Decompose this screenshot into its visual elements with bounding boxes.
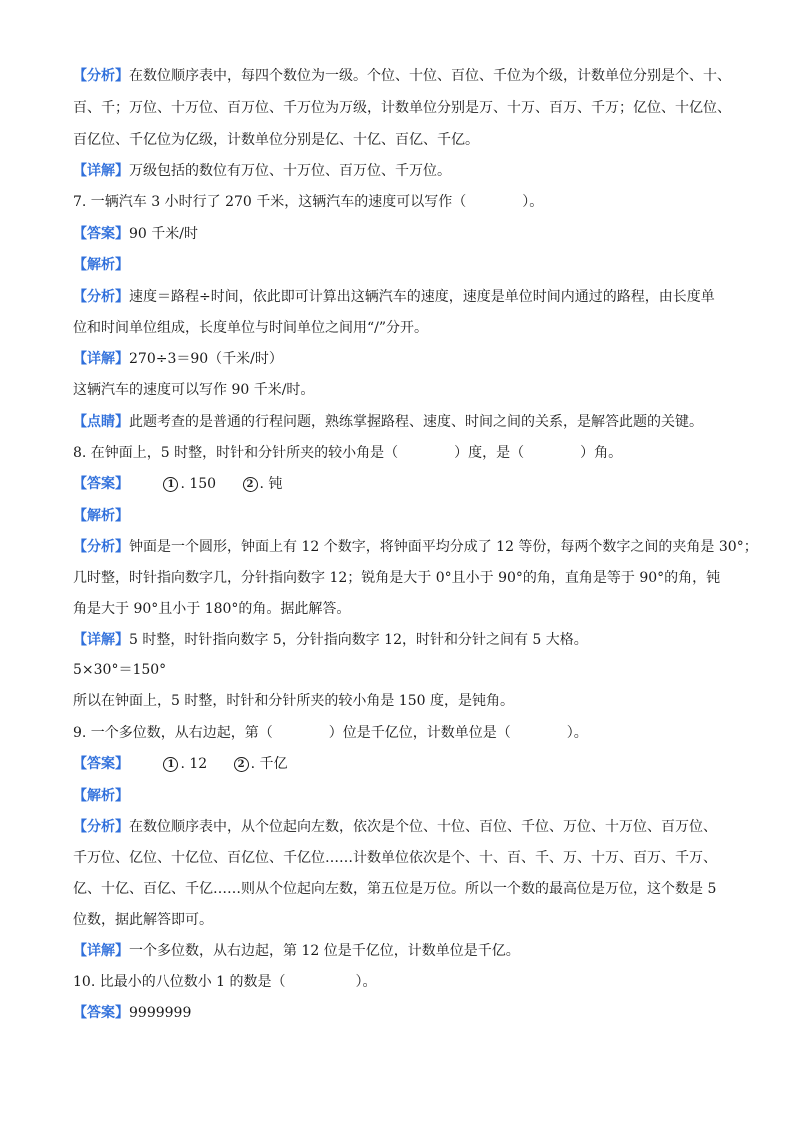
text-line: 百亿位、千亿位为亿级，计数单位分别是亿、十亿、百亿、千亿。 [73, 132, 479, 148]
answer-tag: 【答案】 [73, 226, 129, 242]
detail-tag: 【详解】 [73, 351, 129, 367]
answer-paragraph [73, 224, 733, 244]
text-line: 几时整，时针指向数字几，分针指向数字 12；锐角是大于 0°且小于 90°的角，直角是等于 90°的角，钝 [73, 570, 721, 586]
explanation-tag [73, 255, 733, 275]
text-line: 钟面是一个圆形，钟面上有 12 个数字，将钟面平均分成了 12 等份，每两个数字之间的夹角是 30°； [129, 539, 758, 555]
detail-tag: 【详解】 [73, 943, 129, 959]
detail-paragraph [73, 161, 733, 181]
text-line: 这辆汽车的速度可以写作 90 千米/时。 [73, 382, 315, 398]
explanation-tag-label: 【解析】 [73, 508, 129, 524]
answer-item [234, 754, 288, 774]
text-line: 位和时间单位组成，长度单位与时间单位之间用“/”分开。 [73, 320, 429, 336]
explanation-tag-label: 【解析】 [73, 788, 129, 804]
comment-paragraph [73, 412, 733, 432]
answer-item [163, 474, 216, 494]
detail-tag: 【详解】 [73, 632, 129, 648]
answer-tag: 【答案】 [73, 476, 129, 492]
answer-value: 9999999 [129, 1005, 192, 1021]
answer-value: . 150 [180, 476, 217, 492]
detail-paragraph [73, 630, 733, 650]
question-8: 8. 在钟面上，5 时整，时针和分针所夹的较小角是（ ）度，是（ ）角。 [73, 445, 623, 461]
answer-item [163, 754, 207, 774]
analysis-tag: 【分析】 [73, 539, 129, 555]
text-line: 在数位顺序表中，从个位起向左数，依次是个位、十位、百位、千位、万位、十万位、百万位、 [129, 819, 717, 835]
analysis-paragraph [73, 537, 758, 557]
answer-value: 90 千米/时 [129, 226, 198, 242]
analysis-paragraph [73, 66, 733, 86]
text-line: 位数，据此解答即可。 [73, 912, 213, 928]
answer-paragraph [73, 1003, 733, 1023]
text-line: 5×30°＝150° [73, 662, 167, 678]
text-line: 万级包括的数位有万位、十万位、百万位、千万位。 [129, 163, 451, 179]
circled-number: 2 [234, 757, 249, 772]
text-line: 亿、十亿、百亿、千亿……则从个位起向左数，第五位是万位。所以一个数的最高位是万位，这个数是 5 [73, 881, 717, 897]
circled-number: 2 [243, 477, 258, 492]
text-line: 速度＝路程÷时间，依此即可计算出这辆汽车的速度，速度是单位时间内通过的路程，由长度单 [129, 289, 715, 305]
answer-item [243, 474, 283, 494]
text-line: 所以在钟面上，5 时整，时针和分针所夹的较小角是 150 度，是钝角。 [73, 693, 514, 709]
text-line: 在数位顺序表中，每四个数位为一级。个位、十位、百位、千位为个级，计数单位分别是个、十、 [129, 68, 731, 84]
answer-tag: 【答案】 [73, 1005, 129, 1021]
answer-value: . 钝 [259, 476, 283, 492]
text-line: 此题考查的是普通的行程问题，熟练掌握路程、速度、时间之间的关系，是解答此题的关键。 [129, 414, 703, 430]
answer-value: . 千亿 [250, 756, 288, 772]
text-line: 一个多位数，从右边起，第 12 位是千亿位，计数单位是千亿。 [129, 943, 520, 959]
detail-paragraph [73, 941, 733, 961]
analysis-tag: 【分析】 [73, 289, 129, 305]
circled-number: 1 [163, 757, 178, 772]
analysis-tag: 【分析】 [73, 68, 129, 84]
analysis-tag: 【分析】 [73, 819, 129, 835]
text-line: 千万位、亿位、十亿位、百亿位、千亿位……计数单位依次是个、十、百、千、万、十万、百万、千万、 [73, 850, 717, 866]
answer-tag: 【答案】 [73, 756, 129, 772]
analysis-paragraph [73, 817, 733, 837]
comment-tag: 【点睛】 [73, 414, 129, 430]
circled-number: 1 [163, 477, 178, 492]
answer-paragraph [73, 754, 733, 774]
text-line: 角是大于 90°且小于 180°的角。据此解答。 [73, 601, 351, 617]
answer-value: . 12 [180, 756, 208, 772]
detail-tag: 【详解】 [73, 163, 129, 179]
answer-paragraph [73, 474, 733, 494]
text-line: 270÷3＝90（千米/时） [129, 351, 283, 367]
question-10: 10. 比最小的八位数小 1 的数是（ ）。 [73, 974, 377, 990]
analysis-paragraph [73, 287, 733, 307]
detail-paragraph [73, 349, 733, 369]
explanation-tag [73, 786, 733, 806]
explanation-tag-label: 【解析】 [73, 257, 129, 273]
text-line: 百、千；万位、十万位、百万位、千万位为万级，计数单位分别是万、十万、百万、千万；亿位、十亿位、 [73, 100, 731, 116]
question-9: 9. 一个多位数，从右边起，第（ ）位是千亿位，计数单位是（ ）。 [73, 725, 588, 741]
explanation-tag [73, 506, 733, 526]
text-line: 5 时整，时针指向数字 5，分针指向数字 12，时针和分针之间有 5 大格。 [129, 632, 588, 648]
question-7: 7. 一辆汽车 3 小时行了 270 千米，这辆汽车的速度可以写作（ ）。 [73, 194, 544, 210]
